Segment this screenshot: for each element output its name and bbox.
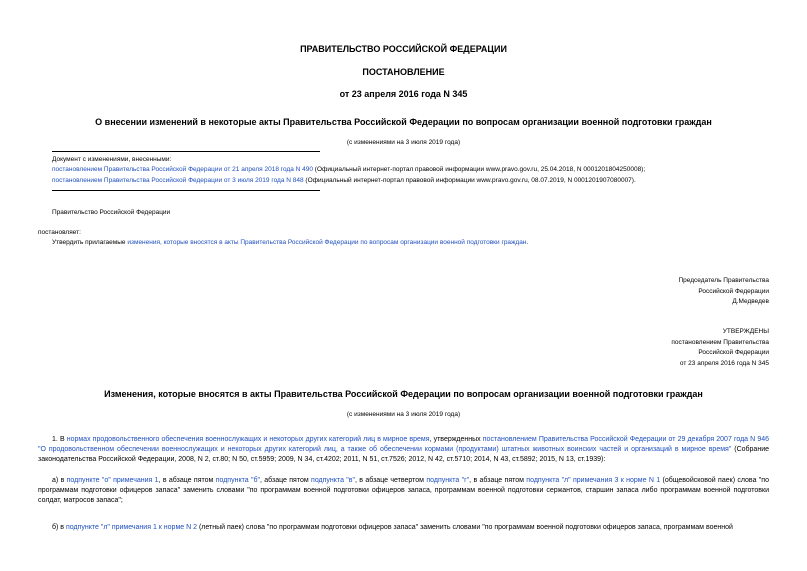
approve-paragraph xyxy=(52,238,528,248)
p1-text: , утвержденных xyxy=(429,436,483,443)
pa-link[interactable]: подпункте "о" примечания 1 xyxy=(66,477,159,484)
paragraph-1 xyxy=(38,435,769,465)
resolves: постановляет: xyxy=(38,229,81,236)
amendment-source: (Официальный интернет-портал правовой информации www.pravo.gov.ru, 25.04.2018, N 0001201804250008); xyxy=(313,166,646,173)
signature-position: Председатель Правительства xyxy=(678,277,769,284)
changes-link[interactable]: изменения, которые вносятся в акты Правительства Российской Федерации по вопросам организации военной подготовки граждан xyxy=(127,239,527,246)
amendment-item xyxy=(52,176,636,186)
approved-date: от 23 апреля 2016 года N 345 xyxy=(679,360,769,367)
approved-label: УТВЕРЖДЕНЫ xyxy=(722,328,769,335)
pb-text: б) в xyxy=(52,524,66,531)
approved-org: Российской Федерации xyxy=(698,349,769,356)
resolution-946-link[interactable]: постановлением Правительства Российской Федерации от 29 декабря 2007 года N 946 "О продовольственном обеспечении военнослужащих и некоторых других категорий лиц, а также об обеспечении кормами (продуктами) штатных животных воинских частей и организаций в мирное время" xyxy=(38,436,770,453)
pa-link[interactable]: подпункта "л" примечания 3 к норме N 1 xyxy=(526,477,661,484)
changes-title: Изменения, которые вносятся в акты Правительства Российской Федерации по вопросам организации военной подготовки граждан xyxy=(104,389,703,399)
approve-suffix: . xyxy=(526,239,529,246)
issuer: Правительство Российской Федерации xyxy=(52,209,171,216)
pa-link[interactable]: подпункта "в" xyxy=(311,477,355,484)
pa-text: , в абзаце пятом xyxy=(158,477,216,484)
pa-text: , в абзаце пятом xyxy=(469,477,527,484)
government-heading: ПРАВИТЕЛЬСТВО РОССИЙСКОЙ ФЕДЕРАЦИИ xyxy=(300,44,507,54)
amendment-item xyxy=(52,165,645,175)
document-type: ПОСТАНОВЛЕНИЕ xyxy=(362,67,445,77)
pa-link[interactable]: подпункта "б" xyxy=(215,477,260,484)
amendment-source: (Официальный интернет-портал правовой информации www.pravo.gov.ru, 08.07.2019, N 0001201907080007). xyxy=(303,177,636,184)
document-date-number: от 23 апреля 2016 года N 345 xyxy=(339,89,468,99)
changes-revision-note: (с изменениями на 3 июля 2019 года) xyxy=(346,411,461,418)
amendments-heading: Документ с изменениями, внесенными: xyxy=(52,156,172,163)
amendments-bottom-rule xyxy=(52,190,320,191)
document-title: О внесении изменений в некоторые акты Правительства Российской Федерации по вопросам организации военной подготовки граждан xyxy=(95,117,712,127)
pa-text: (общевойсковой паек) слова "по программам подготовки офицеров запаса" заменить словами "по программам военной подготовки офицеров запаса, программам военной подготовки сержантов, старшин запаса либо программам военной подготовки солдат, матросов запаса"; xyxy=(38,477,769,504)
revision-note: (с изменениями на 3 июля 2019 года) xyxy=(346,139,461,146)
pa-link[interactable]: подпункта "г" xyxy=(426,477,470,484)
approve-prefix: Утвердить прилагаемые xyxy=(52,239,128,246)
pa-text: а) в xyxy=(52,477,67,484)
pa-text: , в абзаце четвертом xyxy=(355,477,427,484)
paragraph-a xyxy=(38,476,769,506)
signature-name: Д.Медведев xyxy=(732,298,769,305)
p1-text: 1. В xyxy=(52,436,67,443)
amendment-link[interactable]: постановлением Правительства Российской Федерации от 21 апреля 2018 года N 490 xyxy=(52,166,313,173)
amendment-link[interactable]: постановлением Правительства Российской Федерации от 3 июля 2019 года N 848 xyxy=(52,177,304,184)
p1-text: (Собрание законодательства Российской Федерации, 2008, N 2, ст.80; N 50, ст.5959; 2009, N 34, ст.4202; 2011, N 51, ст.7526; 2012, N 42, ст.5710; 2014, N 43, ст.5892; 2015, N 13, ст.1939): xyxy=(38,446,769,463)
approved-by: постановлением Правительства xyxy=(671,339,769,346)
food-norms-link[interactable]: нормах продовольственного обеспечения военнослужащих и некоторых других категорий лиц в мирное время xyxy=(66,436,430,443)
pb-link[interactable]: подпункте "л" примечания 1 к норме N 2 xyxy=(65,524,197,531)
paragraph-b xyxy=(38,523,769,535)
pa-text: , абзаце пятом xyxy=(259,477,312,484)
pb-text: (летный паек) слова "по программам подготовки офицеров запаса" заменить словами "по программам военной подготовки офицеров запаса, программам военной xyxy=(197,524,733,531)
signature-org: Российской Федерации xyxy=(698,288,769,295)
amendments-top-rule xyxy=(52,151,320,152)
